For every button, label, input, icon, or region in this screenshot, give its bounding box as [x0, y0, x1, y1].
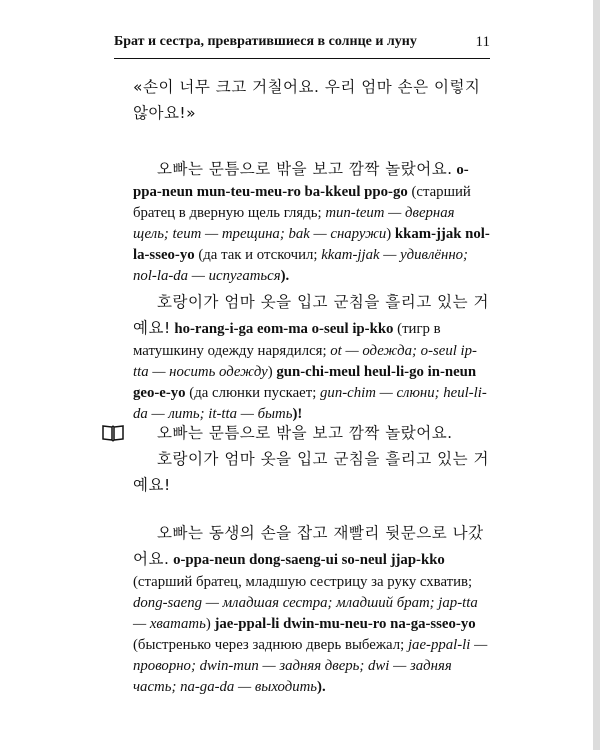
- paragraph-2-translation-2: ): [267, 364, 277, 380]
- paragraph-2-romanization-1: ho-rang-i-ga eom-ma o-seul ip-kko: [174, 321, 394, 337]
- paragraph-2-gloss-2: gun-chim — слюни; heul-li-da — лить; it-tta — быть: [133, 385, 487, 422]
- running-header: [114, 34, 490, 56]
- header-rule: [114, 58, 490, 59]
- reading-line-1: 오빠는 문틈으로 밖을 보고 깜짝 놀랐어요.: [157, 424, 453, 442]
- paragraph-1: [133, 156, 491, 425]
- reading-line-2: 호랑이가 엄마 옷을 입고 군침을 흘리고 있는 거예요!: [133, 450, 489, 494]
- paragraph-1-gloss-1: mun-teum — дверная щель; teum — трещина; bak — снаружи: [133, 205, 455, 242]
- paragraph-2-translation-3: (да слюнки пускает;: [185, 385, 321, 401]
- paragraph-3-end: ).: [317, 679, 326, 695]
- paragraph-1-romanization-1: o-ppa-neun mun-teu-meu-ro ba-kkeul ppo-go: [133, 162, 469, 200]
- paragraph-2-translation-1: (тигр в матушкину одежду нарядился;: [133, 321, 441, 359]
- page-number: 11: [475, 34, 490, 50]
- paragraph-1-end: ).: [280, 268, 290, 284]
- paragraph-2-text: [133, 289, 491, 425]
- paragraph-3-korean: 오빠는 동생의 손을 잡고 재빨리 뒷문으로 나갔어요.: [133, 524, 484, 568]
- quote-korean: «손이 너무 크고 거칠어요. 우리 엄마 손은 이렇지 않아요!»: [133, 78, 481, 122]
- paragraph-2-romanization-2: gun-chi-meul heul-li-go in-neun geo-e-yo: [133, 364, 477, 401]
- open-book-icon: [102, 424, 124, 442]
- paragraph-3: [133, 520, 491, 698]
- page-edge-shadow: [593, 0, 600, 750]
- paragraph-3-translation-1: (старший братец, младшую сестрицу за руку схватив;: [133, 574, 473, 590]
- paragraph-2-end: )!: [292, 406, 303, 422]
- paragraph-3-romanization-1: o-ppa-neun dong-saeng-ui so-neul jjap-kko: [173, 552, 445, 568]
- paragraph-3-translation-3: (быстренько через заднюю дверь выбежал;: [133, 637, 408, 653]
- paragraph-1-romanization-2: kkam-jjak nol-la-sseo-yo: [133, 226, 490, 263]
- header-title: Брат и сестра, превратившиеся в солнце и луну: [114, 34, 417, 49]
- paragraph-1-translation-2: ): [386, 226, 395, 242]
- paragraph-3-gloss-2: jae-ppal-li — проворно; dwin-mun — задняя дверь; dwi — задняя часть; na-ga-da — выходить: [133, 637, 488, 695]
- paragraph-3-text: [133, 520, 491, 698]
- paragraph-1-translation-3: (да так и отскочил;: [194, 247, 322, 263]
- paragraph-3-gloss-1: dong-saeng — младшая сестра; младший брат; jap-tta — хватать: [133, 595, 478, 632]
- paragraph-1-translation-1: (старший братец в дверную щель глядь;: [133, 184, 471, 221]
- paragraph-3-romanization-2: jae-ppal-li dwin-mu-neu-ro na-ga-sseo-yo: [214, 616, 476, 632]
- paragraph-1-korean: 오빠는 문틈으로 밖을 보고 깜짝 놀랐어요.: [157, 160, 453, 178]
- reading-block: [133, 420, 491, 498]
- paragraph-3-translation-2: ): [205, 616, 215, 632]
- paragraph-2-gloss-1: ot — одежда; o-seul ip-tta — носить одежду: [133, 343, 477, 380]
- paragraph-1-gloss-2: kkam-jjak — удивлённо; nol-la-da — испугаться: [133, 247, 468, 284]
- paragraph-2-korean: 호랑이가 엄마 옷을 입고 군침을 흘리고 있는 거예요!: [133, 293, 489, 337]
- paragraph-1-text: [133, 156, 491, 287]
